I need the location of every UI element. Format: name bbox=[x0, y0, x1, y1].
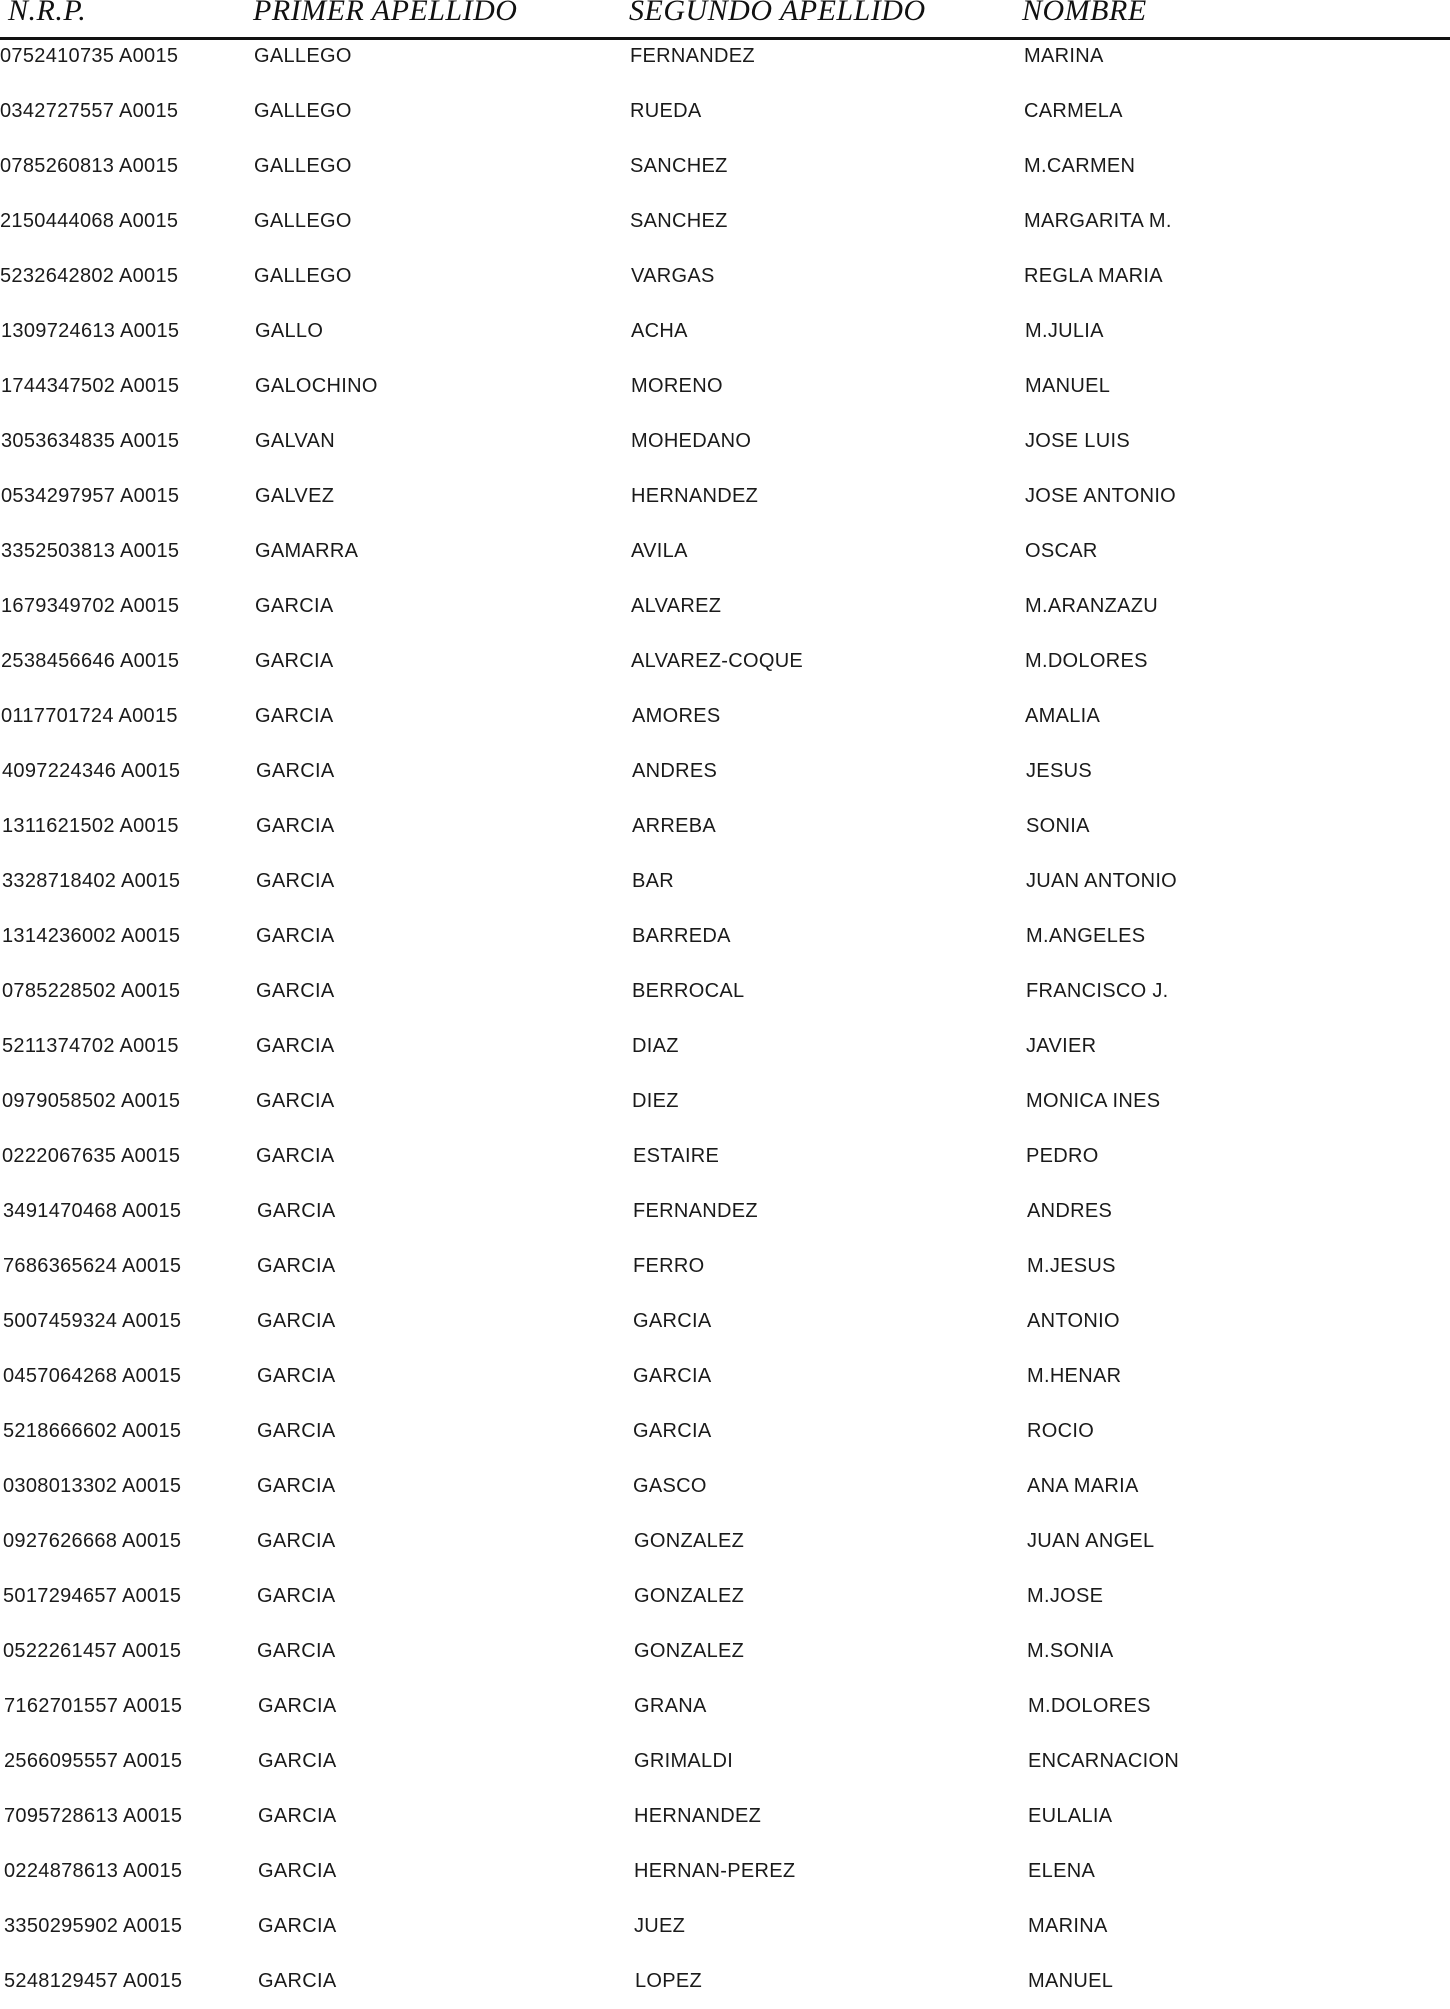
table-row bbox=[0, 1584, 1450, 1624]
header-nombre: NOMBRE bbox=[1022, 0, 1147, 27]
cell-primer: GALLO bbox=[255, 320, 324, 342]
table-row bbox=[0, 209, 1450, 249]
cell-nrp: 2538456646 A0015 bbox=[1, 650, 180, 672]
cell-primer: GARCIA bbox=[258, 1750, 337, 1772]
cell-nrp: 1314236002 A0015 bbox=[2, 925, 181, 947]
cell-nombre: REGLA MARIA bbox=[1024, 265, 1163, 287]
cell-nrp: 5017294657 A0015 bbox=[3, 1585, 182, 1607]
cell-segundo: GONZALEZ bbox=[634, 1640, 745, 1662]
cell-nrp: 3491470468 A0015 bbox=[3, 1200, 182, 1222]
table-row bbox=[0, 1639, 1450, 1679]
cell-segundo: JUEZ bbox=[634, 1915, 686, 1937]
table-row bbox=[0, 814, 1450, 854]
table-row bbox=[0, 1859, 1450, 1899]
header-primer-apellido: PRIMER APELLIDO bbox=[253, 0, 518, 27]
cell-nombre: JOSE ANTONIO bbox=[1025, 485, 1177, 507]
cell-nrp: 5218666602 A0015 bbox=[3, 1420, 182, 1442]
cell-segundo: GASCO bbox=[633, 1475, 707, 1497]
cell-nrp: 0457064268 A0015 bbox=[3, 1365, 182, 1387]
cell-nrp: 1309724613 A0015 bbox=[1, 320, 180, 342]
cell-nrp: 0785228502 A0015 bbox=[2, 980, 181, 1002]
cell-primer: GARCIA bbox=[257, 1200, 336, 1222]
header-nrp: N.R.P. bbox=[8, 0, 87, 27]
cell-nombre: MANUEL bbox=[1028, 1970, 1114, 1992]
cell-nombre: M.SONIA bbox=[1027, 1640, 1114, 1662]
cell-primer: GALOCHINO bbox=[255, 375, 378, 397]
cell-nrp: 0979058502 A0015 bbox=[2, 1090, 181, 1112]
cell-nrp: 0534297957 A0015 bbox=[1, 485, 180, 507]
table-row bbox=[0, 539, 1450, 579]
cell-primer: GALLEGO bbox=[254, 155, 352, 177]
cell-segundo: FERRO bbox=[633, 1255, 705, 1277]
table-row bbox=[0, 704, 1450, 744]
table-row bbox=[0, 484, 1450, 524]
cell-nombre: MARGARITA M. bbox=[1024, 210, 1172, 232]
cell-segundo: GARCIA bbox=[633, 1310, 712, 1332]
cell-primer: GARCIA bbox=[257, 1585, 336, 1607]
cell-nombre: SONIA bbox=[1026, 815, 1090, 837]
table-row bbox=[0, 1309, 1450, 1349]
cell-segundo: GARCIA bbox=[633, 1365, 712, 1387]
cell-segundo: GONZALEZ bbox=[634, 1530, 745, 1552]
cell-segundo: VARGAS bbox=[631, 265, 715, 287]
table-row bbox=[0, 649, 1450, 689]
table-row bbox=[0, 264, 1450, 304]
table-row bbox=[0, 319, 1450, 359]
cell-segundo: SANCHEZ bbox=[630, 155, 728, 177]
cell-segundo: MOHEDANO bbox=[631, 430, 752, 452]
table-row bbox=[0, 1914, 1450, 1954]
cell-nombre: AMALIA bbox=[1025, 705, 1101, 727]
cell-nombre: MARINA bbox=[1024, 45, 1104, 67]
cell-segundo: AMORES bbox=[632, 705, 721, 727]
table-row bbox=[0, 594, 1450, 634]
cell-nrp: 0752410735 A0015 bbox=[0, 45, 179, 67]
cell-nrp: 0222067635 A0015 bbox=[2, 1145, 181, 1167]
cell-nombre: M.DOLORES bbox=[1025, 650, 1148, 672]
cell-primer: GALLEGO bbox=[254, 100, 352, 122]
cell-nombre: ANTONIO bbox=[1027, 1310, 1120, 1332]
table-row bbox=[0, 1969, 1450, 2009]
table-row bbox=[0, 1144, 1450, 1184]
cell-nombre: JUAN ANTONIO bbox=[1026, 870, 1178, 892]
cell-segundo: ESTAIRE bbox=[633, 1145, 720, 1167]
cell-segundo: AVILA bbox=[631, 540, 688, 562]
table-row bbox=[0, 154, 1450, 194]
cell-segundo: DIAZ bbox=[632, 1035, 679, 1057]
table-row bbox=[0, 1199, 1450, 1239]
cell-segundo: ACHA bbox=[631, 320, 688, 342]
table-row bbox=[0, 1254, 1450, 1294]
cell-nrp: 5007459324 A0015 bbox=[3, 1310, 182, 1332]
cell-nrp: 0117701724 A0015 bbox=[1, 705, 178, 727]
cell-nombre: JUAN ANGEL bbox=[1027, 1530, 1155, 1552]
cell-nrp: 1311621502 A0015 bbox=[2, 815, 179, 837]
cell-segundo: SANCHEZ bbox=[630, 210, 728, 232]
cell-primer: GARCIA bbox=[256, 815, 335, 837]
cell-nrp: 2150444068 A0015 bbox=[0, 210, 179, 232]
cell-nrp: 0927626668 A0015 bbox=[3, 1530, 182, 1552]
table-row bbox=[0, 869, 1450, 909]
cell-segundo: HERNAN-PEREZ bbox=[634, 1860, 796, 1882]
cell-primer: GARCIA bbox=[256, 1145, 335, 1167]
cell-nombre: JOSE LUIS bbox=[1025, 430, 1130, 452]
cell-nombre: ANA MARIA bbox=[1027, 1475, 1139, 1497]
table-row bbox=[0, 1804, 1450, 1844]
cell-primer: GARCIA bbox=[258, 1915, 337, 1937]
cell-nombre: MANUEL bbox=[1025, 375, 1111, 397]
cell-segundo: ARREBA bbox=[632, 815, 717, 837]
cell-primer: GARCIA bbox=[255, 595, 334, 617]
cell-segundo: GARCIA bbox=[633, 1420, 712, 1442]
cell-primer: GARCIA bbox=[258, 1695, 337, 1717]
cell-segundo: ANDRES bbox=[632, 760, 718, 782]
cell-primer: GARCIA bbox=[258, 1860, 337, 1882]
cell-primer: GARCIA bbox=[256, 1035, 335, 1057]
cell-primer: GALVEZ bbox=[255, 485, 335, 507]
cell-segundo: MORENO bbox=[631, 375, 723, 397]
table-row bbox=[0, 99, 1450, 139]
cell-segundo: ALVAREZ bbox=[631, 595, 722, 617]
cell-nombre: JAVIER bbox=[1026, 1035, 1097, 1057]
cell-segundo: FERNANDEZ bbox=[633, 1200, 758, 1222]
cell-nombre: M.ANGELES bbox=[1026, 925, 1146, 947]
cell-primer: GARCIA bbox=[256, 925, 335, 947]
cell-primer: GARCIA bbox=[255, 650, 334, 672]
cell-segundo: BAR bbox=[632, 870, 675, 892]
cell-nombre: ELENA bbox=[1028, 1860, 1096, 1882]
cell-primer: GARCIA bbox=[256, 870, 335, 892]
cell-primer: GARCIA bbox=[257, 1255, 336, 1277]
cell-nombre: ENCARNACION bbox=[1028, 1750, 1180, 1772]
table-row bbox=[0, 1089, 1450, 1129]
header-segundo-apellido: SEGUNDO APELLIDO bbox=[629, 0, 926, 27]
cell-primer: GAMARRA bbox=[255, 540, 359, 562]
table-row bbox=[0, 1474, 1450, 1514]
cell-nrp: 0342727557 A0015 bbox=[0, 100, 179, 122]
cell-nombre: ROCIO bbox=[1027, 1420, 1095, 1442]
cell-segundo: BERROCAL bbox=[632, 980, 745, 1002]
cell-nrp: 0308013302 A0015 bbox=[3, 1475, 182, 1497]
table-row bbox=[0, 1529, 1450, 1569]
table-row bbox=[0, 374, 1450, 414]
cell-nrp: 1744347502 A0015 bbox=[1, 375, 180, 397]
cell-nombre: M.DOLORES bbox=[1028, 1695, 1151, 1717]
table-row bbox=[0, 1694, 1450, 1734]
cell-primer: GALLEGO bbox=[254, 265, 352, 287]
cell-nrp: 1679349702 A0015 bbox=[1, 595, 180, 617]
cell-nrp: 0785260813 A0015 bbox=[0, 155, 179, 177]
table-row bbox=[0, 1749, 1450, 1789]
cell-nombre: CARMELA bbox=[1024, 100, 1123, 122]
cell-primer: GALVAN bbox=[255, 430, 335, 452]
cell-nombre: PEDRO bbox=[1026, 1145, 1099, 1167]
cell-primer: GARCIA bbox=[255, 705, 334, 727]
table-row bbox=[0, 759, 1450, 799]
cell-nrp: 0522261457 A0015 bbox=[3, 1640, 182, 1662]
cell-nrp: 7162701557 A0015 bbox=[4, 1695, 183, 1717]
cell-nrp: 4097224346 A0015 bbox=[2, 760, 181, 782]
cell-nrp: 0224878613 A0015 bbox=[4, 1860, 183, 1882]
cell-segundo: HERNANDEZ bbox=[634, 1805, 762, 1827]
cell-nombre: M.HENAR bbox=[1027, 1365, 1122, 1387]
cell-nombre: M.JESUS bbox=[1027, 1255, 1116, 1277]
table-row bbox=[0, 1034, 1450, 1074]
cell-nrp: 3328718402 A0015 bbox=[2, 870, 181, 892]
cell-primer: GARCIA bbox=[257, 1640, 336, 1662]
cell-nombre: M.JULIA bbox=[1025, 320, 1104, 342]
cell-nombre: ANDRES bbox=[1027, 1200, 1113, 1222]
cell-segundo: HERNANDEZ bbox=[631, 485, 759, 507]
cell-nrp: 7095728613 A0015 bbox=[4, 1805, 183, 1827]
cell-nombre: MARINA bbox=[1028, 1915, 1108, 1937]
cell-nombre: MONICA INES bbox=[1026, 1090, 1161, 1112]
table-row bbox=[0, 924, 1450, 964]
cell-nombre: M.ARANZAZU bbox=[1025, 595, 1158, 617]
cell-primer: GARCIA bbox=[257, 1365, 336, 1387]
cell-segundo: ALVAREZ-COQUE bbox=[631, 650, 804, 672]
cell-primer: GARCIA bbox=[258, 1970, 337, 1992]
cell-segundo: DIEZ bbox=[632, 1090, 679, 1112]
cell-nombre: EULALIA bbox=[1028, 1805, 1113, 1827]
cell-nrp: 2566095557 A0015 bbox=[4, 1750, 183, 1772]
cell-segundo: FERNANDEZ bbox=[630, 45, 755, 67]
table-header bbox=[0, 0, 1450, 38]
table-row bbox=[0, 44, 1450, 84]
header-divider bbox=[0, 37, 1450, 40]
cell-primer: GARCIA bbox=[257, 1475, 336, 1497]
cell-primer: GARCIA bbox=[256, 1090, 335, 1112]
table-row bbox=[0, 979, 1450, 1019]
cell-primer: GARCIA bbox=[257, 1530, 336, 1552]
cell-nrp: 3352503813 A0015 bbox=[1, 540, 180, 562]
cell-segundo: RUEDA bbox=[630, 100, 702, 122]
cell-nrp: 5232642802 A0015 bbox=[0, 265, 179, 287]
cell-nombre: FRANCISCO J. bbox=[1026, 980, 1169, 1002]
cell-primer: GARCIA bbox=[258, 1805, 337, 1827]
cell-nrp: 5248129457 A0015 bbox=[4, 1970, 183, 1992]
cell-nrp: 7686365624 A0015 bbox=[3, 1255, 182, 1277]
cell-primer: GARCIA bbox=[256, 760, 335, 782]
cell-nombre: M.CARMEN bbox=[1024, 155, 1136, 177]
cell-segundo: LOPEZ bbox=[635, 1970, 703, 1992]
cell-segundo: GRANA bbox=[634, 1695, 707, 1717]
cell-nombre: OSCAR bbox=[1025, 540, 1098, 562]
cell-nrp: 3350295902 A0015 bbox=[4, 1915, 183, 1937]
cell-primer: GARCIA bbox=[257, 1310, 336, 1332]
cell-primer: GALLEGO bbox=[254, 210, 352, 232]
cell-segundo: BARREDA bbox=[632, 925, 731, 947]
table-row bbox=[0, 1419, 1450, 1459]
cell-nombre: JESUS bbox=[1026, 760, 1092, 782]
cell-segundo: GRIMALDI bbox=[634, 1750, 734, 1772]
table-row bbox=[0, 1364, 1450, 1404]
cell-primer: GARCIA bbox=[256, 980, 335, 1002]
cell-primer: GALLEGO bbox=[254, 45, 352, 67]
cell-nrp: 5211374702 A0015 bbox=[2, 1035, 179, 1057]
cell-nrp: 3053634835 A0015 bbox=[1, 430, 180, 452]
table-row bbox=[0, 429, 1450, 469]
cell-primer: GARCIA bbox=[257, 1420, 336, 1442]
cell-segundo: GONZALEZ bbox=[634, 1585, 745, 1607]
cell-nombre: M.JOSE bbox=[1027, 1585, 1104, 1607]
